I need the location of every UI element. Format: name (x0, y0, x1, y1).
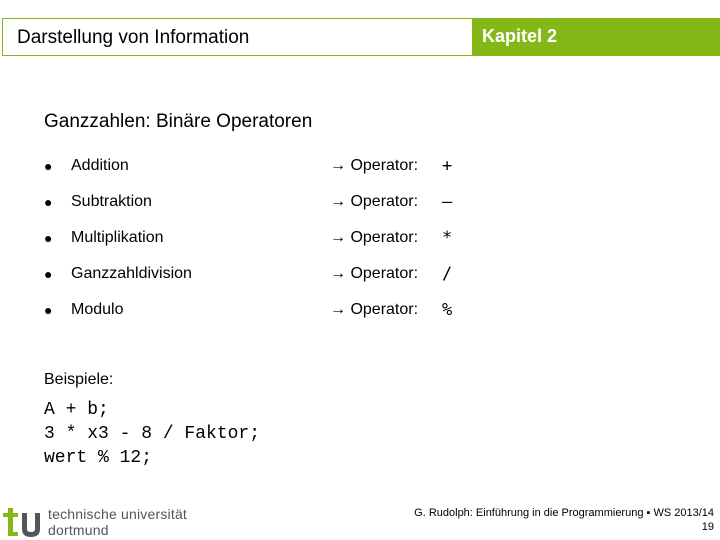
bullet-icon: ● (44, 302, 53, 318)
code-line: A + b; (44, 400, 109, 420)
operator-label: → Operator: (330, 265, 419, 282)
operator-label: → Operator: (330, 229, 419, 246)
operator-label: → Operator: (330, 157, 419, 174)
bullet-icon: ● (44, 230, 53, 246)
operator-name: Subtraktion (71, 193, 152, 210)
list-item (44, 191, 564, 215)
list-item (44, 155, 564, 179)
tu-dortmund-logo (0, 502, 200, 540)
operator-symbol: – (442, 192, 453, 212)
bullet-icon: ● (44, 158, 53, 174)
code-line: wert % 12; (44, 448, 153, 468)
bullet-icon: ● (44, 194, 53, 210)
operator-label: → Operator: (330, 301, 419, 318)
bullet-icon: ● (44, 266, 53, 282)
operator-label: → Operator: (330, 193, 419, 210)
operator-symbol: % (442, 300, 453, 320)
logo-text-line2: dortmund (48, 522, 109, 538)
operator-name: Modulo (71, 301, 124, 318)
tu-logo-icon (2, 504, 46, 540)
footer-citation (414, 506, 714, 534)
header-title-box (2, 18, 473, 56)
slide-title: Ganzzahlen: Binäre Operatoren (44, 111, 313, 132)
operator-name: Ganzzahldivision (71, 265, 192, 282)
page-number: 19 (701, 521, 714, 533)
chapter-label: Kapitel 2 (482, 26, 558, 46)
chapter-box (472, 18, 720, 56)
operator-name: Addition (71, 157, 129, 174)
list-item (44, 227, 564, 251)
list-item (44, 299, 564, 323)
list-item (44, 263, 564, 287)
logo-text-line1: technische universität (48, 506, 188, 522)
header-title: Darstellung von Information (17, 27, 250, 48)
operator-symbol: / (442, 264, 453, 284)
code-line: 3 * x3 - 8 / Faktor; (44, 424, 261, 444)
footer-citation-text: G. Rudolph: Einführung in die Programmierung ▪ WS 2013/14 (414, 507, 714, 519)
slide-header (0, 18, 720, 56)
operator-symbol: * (442, 228, 453, 248)
operator-name: Multiplikation (71, 229, 164, 246)
operator-symbol: + (442, 156, 453, 176)
examples-heading: Beispiele: (44, 371, 114, 388)
